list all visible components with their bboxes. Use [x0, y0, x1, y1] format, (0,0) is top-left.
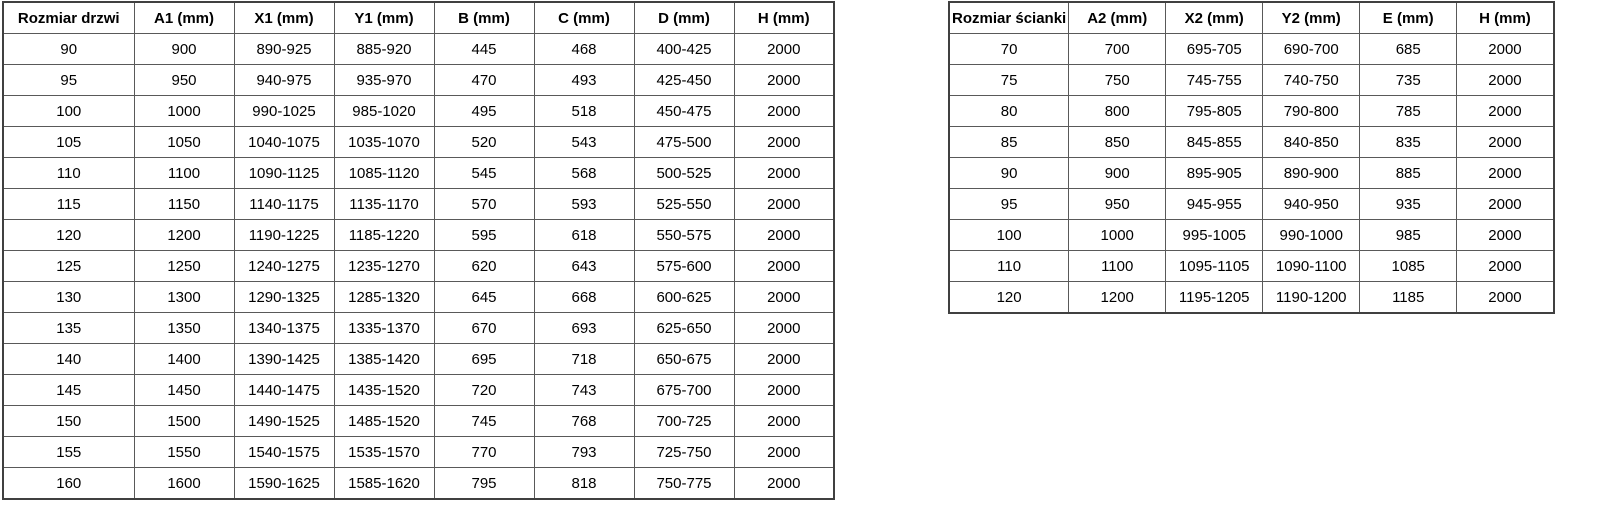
column-header: C (mm): [534, 2, 634, 34]
table-cell: 985: [1360, 220, 1457, 251]
table-cell: 800: [1069, 96, 1166, 127]
table-cell: 2000: [1457, 65, 1554, 96]
table-row: [3, 282, 834, 313]
table-cell: 768: [534, 406, 634, 437]
table-cell: 600-625: [634, 282, 734, 313]
table-cell: 1290-1325: [234, 282, 334, 313]
column-header: H (mm): [1457, 2, 1554, 34]
table-cell: 1600: [134, 468, 234, 500]
table-cell: 105: [3, 127, 134, 158]
table-cell: 1195-1205: [1166, 282, 1263, 314]
table-cell: 500-525: [634, 158, 734, 189]
table-cell: 2000: [1457, 158, 1554, 189]
table-cell: 130: [3, 282, 134, 313]
table-cell: 470: [434, 65, 534, 96]
table-cell: 2000: [734, 437, 834, 468]
table-row: [3, 158, 834, 189]
table-row: [949, 282, 1554, 314]
table-cell: 1185: [1360, 282, 1457, 314]
table-cell: 840-850: [1263, 127, 1360, 158]
table-cell: 80: [949, 96, 1069, 127]
wall-sizes-table: [948, 1, 1555, 314]
table-cell: 475-500: [634, 127, 734, 158]
table-cell: 675-700: [634, 375, 734, 406]
header-row: [949, 2, 1554, 34]
column-header: X2 (mm): [1166, 2, 1263, 34]
table-cell: 990-1025: [234, 96, 334, 127]
column-header: E (mm): [1360, 2, 1457, 34]
column-header: X1 (mm): [234, 2, 334, 34]
table-cell: 745: [434, 406, 534, 437]
door-sizes-table: [2, 1, 835, 500]
table-cell: 2000: [1457, 34, 1554, 65]
table-row: [3, 406, 834, 437]
table-cell: 985-1020: [334, 96, 434, 127]
header-row: [3, 2, 834, 34]
table-row: [949, 220, 1554, 251]
table-cell: 850: [1069, 127, 1166, 158]
table-cell: 550-575: [634, 220, 734, 251]
table-cell: 2000: [734, 34, 834, 65]
column-header: Y2 (mm): [1263, 2, 1360, 34]
table-cell: 990-1000: [1263, 220, 1360, 251]
table-cell: 625-650: [634, 313, 734, 344]
table-cell: 1140-1175: [234, 189, 334, 220]
table-row: [3, 468, 834, 500]
table-cell: 1585-1620: [334, 468, 434, 500]
table-cell: 1350: [134, 313, 234, 344]
table-cell: 495: [434, 96, 534, 127]
table-cell: 795-805: [1166, 96, 1263, 127]
table-cell: 885: [1360, 158, 1457, 189]
table-cell: 1385-1420: [334, 344, 434, 375]
table-cell: 75: [949, 65, 1069, 96]
table-cell: 935: [1360, 189, 1457, 220]
table-cell: 145: [3, 375, 134, 406]
table-cell: 1300: [134, 282, 234, 313]
table-row: [949, 34, 1554, 65]
table-cell: 885-920: [334, 34, 434, 65]
table-cell: 1085-1120: [334, 158, 434, 189]
table-cell: 2000: [1457, 96, 1554, 127]
table-cell: 1250: [134, 251, 234, 282]
table-cell: 1485-1520: [334, 406, 434, 437]
table-cell: 995-1005: [1166, 220, 1263, 251]
table-row: [3, 437, 834, 468]
table-cell: 2000: [734, 220, 834, 251]
table-cell: 400-425: [634, 34, 734, 65]
table-cell: 115: [3, 189, 134, 220]
table-row: [949, 96, 1554, 127]
table-cell: 750-775: [634, 468, 734, 500]
table-row: [3, 375, 834, 406]
table-cell: 1100: [1069, 251, 1166, 282]
table-cell: 785: [1360, 96, 1457, 127]
table-cell: 1435-1520: [334, 375, 434, 406]
table-cell: 95: [949, 189, 1069, 220]
table-cell: 835: [1360, 127, 1457, 158]
table-cell: 1085: [1360, 251, 1457, 282]
table-cell: 2000: [734, 189, 834, 220]
table-cell: 1400: [134, 344, 234, 375]
column-header: A1 (mm): [134, 2, 234, 34]
table-cell: 1390-1425: [234, 344, 334, 375]
table-cell: 125: [3, 251, 134, 282]
table-cell: 545: [434, 158, 534, 189]
table-cell: 895-905: [1166, 158, 1263, 189]
table-cell: 120: [949, 282, 1069, 314]
table-cell: 1095-1105: [1166, 251, 1263, 282]
table-row: [949, 251, 1554, 282]
table-cell: 1490-1525: [234, 406, 334, 437]
table-cell: 695-705: [1166, 34, 1263, 65]
table-cell: 2000: [734, 406, 834, 437]
table-cell: 620: [434, 251, 534, 282]
table-cell: 668: [534, 282, 634, 313]
column-header: B (mm): [434, 2, 534, 34]
table-cell: 845-855: [1166, 127, 1263, 158]
table-cell: 1200: [1069, 282, 1166, 314]
table-cell: 110: [3, 158, 134, 189]
table-cell: 1335-1370: [334, 313, 434, 344]
table-row: [3, 313, 834, 344]
table-cell: 85: [949, 127, 1069, 158]
table-cell: 1540-1575: [234, 437, 334, 468]
table-cell: 1190-1225: [234, 220, 334, 251]
table-cell: 740-750: [1263, 65, 1360, 96]
table-cell: 1450: [134, 375, 234, 406]
table-row: [3, 251, 834, 282]
table-cell: 793: [534, 437, 634, 468]
table-cell: 735: [1360, 65, 1457, 96]
table-cell: 685: [1360, 34, 1457, 65]
table-cell: 1040-1075: [234, 127, 334, 158]
table-cell: 520: [434, 127, 534, 158]
table-cell: 525-550: [634, 189, 734, 220]
table-cell: 150: [3, 406, 134, 437]
table-cell: 95: [3, 65, 134, 96]
table-cell: 2000: [734, 468, 834, 500]
table-cell: 743: [534, 375, 634, 406]
table-cell: 1285-1320: [334, 282, 434, 313]
table-cell: 593: [534, 189, 634, 220]
column-header: Y1 (mm): [334, 2, 434, 34]
table-cell: 2000: [734, 375, 834, 406]
table-cell: 135: [3, 313, 134, 344]
table-cell: 618: [534, 220, 634, 251]
table-cell: 1135-1170: [334, 189, 434, 220]
table-cell: 725-750: [634, 437, 734, 468]
table-cell: 1535-1570: [334, 437, 434, 468]
table-cell: 718: [534, 344, 634, 375]
table-cell: 2000: [734, 251, 834, 282]
table-cell: 1035-1070: [334, 127, 434, 158]
table-cell: 935-970: [334, 65, 434, 96]
table-cell: 1340-1375: [234, 313, 334, 344]
table-cell: 900: [1069, 158, 1166, 189]
table-row: [949, 65, 1554, 96]
table-row: [3, 127, 834, 158]
table-cell: 950: [134, 65, 234, 96]
table-cell: 1440-1475: [234, 375, 334, 406]
table-row: [949, 158, 1554, 189]
table-cell: 468: [534, 34, 634, 65]
table-cell: 2000: [1457, 220, 1554, 251]
table-cell: 1190-1200: [1263, 282, 1360, 314]
table-cell: 795: [434, 468, 534, 500]
table-cell: 1000: [134, 96, 234, 127]
table-cell: 90: [3, 34, 134, 65]
table-row: [949, 189, 1554, 220]
table-cell: 690-700: [1263, 34, 1360, 65]
table-cell: 1100: [134, 158, 234, 189]
table-cell: 700-725: [634, 406, 734, 437]
table-cell: 1550: [134, 437, 234, 468]
table-cell: 695: [434, 344, 534, 375]
table-row: [3, 34, 834, 65]
column-header: Rozmiar drzwi: [3, 2, 134, 34]
table-cell: 110: [949, 251, 1069, 282]
table-cell: 1500: [134, 406, 234, 437]
table-cell: 940-975: [234, 65, 334, 96]
table-cell: 1090-1125: [234, 158, 334, 189]
column-header: A2 (mm): [1069, 2, 1166, 34]
table-row: [3, 344, 834, 375]
table-cell: 155: [3, 437, 134, 468]
table-row: [3, 220, 834, 251]
table-cell: 570: [434, 189, 534, 220]
table-row: [3, 189, 834, 220]
table-cell: 945-955: [1166, 189, 1263, 220]
table-cell: 2000: [734, 96, 834, 127]
table-cell: 2000: [1457, 251, 1554, 282]
table-cell: 493: [534, 65, 634, 96]
table-cell: 645: [434, 282, 534, 313]
table-cell: 900: [134, 34, 234, 65]
table-cell: 595: [434, 220, 534, 251]
table-cell: 425-450: [634, 65, 734, 96]
table-cell: 770: [434, 437, 534, 468]
table-cell: 2000: [1457, 127, 1554, 158]
table-cell: 2000: [1457, 282, 1554, 314]
table-cell: 1185-1220: [334, 220, 434, 251]
table-cell: 100: [949, 220, 1069, 251]
table-row: [3, 65, 834, 96]
table-cell: 100: [3, 96, 134, 127]
table-cell: 2000: [734, 127, 834, 158]
table-cell: 940-950: [1263, 189, 1360, 220]
table-cell: 818: [534, 468, 634, 500]
table-cell: 120: [3, 220, 134, 251]
table-cell: 2000: [734, 65, 834, 96]
table-cell: 700: [1069, 34, 1166, 65]
table-cell: 518: [534, 96, 634, 127]
column-header: D (mm): [634, 2, 734, 34]
table-cell: 568: [534, 158, 634, 189]
table-cell: 750: [1069, 65, 1166, 96]
table-cell: 1000: [1069, 220, 1166, 251]
table-row: [3, 96, 834, 127]
table-cell: 2000: [734, 282, 834, 313]
table-cell: 1240-1275: [234, 251, 334, 282]
table-cell: 543: [534, 127, 634, 158]
table-cell: 720: [434, 375, 534, 406]
table-cell: 1150: [134, 189, 234, 220]
table-row: [949, 127, 1554, 158]
table-cell: 650-675: [634, 344, 734, 375]
table-cell: 90: [949, 158, 1069, 189]
column-header: H (mm): [734, 2, 834, 34]
table-cell: 2000: [1457, 189, 1554, 220]
table-cell: 950: [1069, 189, 1166, 220]
table-cell: 693: [534, 313, 634, 344]
table-cell: 1050: [134, 127, 234, 158]
table-cell: 1590-1625: [234, 468, 334, 500]
table-cell: 2000: [734, 158, 834, 189]
table-cell: 745-755: [1166, 65, 1263, 96]
table-cell: 70: [949, 34, 1069, 65]
table-cell: 1090-1100: [1263, 251, 1360, 282]
table-cell: 140: [3, 344, 134, 375]
table-cell: 160: [3, 468, 134, 500]
table-cell: 790-800: [1263, 96, 1360, 127]
table-cell: 450-475: [634, 96, 734, 127]
table-cell: 890-900: [1263, 158, 1360, 189]
table-cell: 2000: [734, 344, 834, 375]
table-cell: 1200: [134, 220, 234, 251]
table-cell: 890-925: [234, 34, 334, 65]
column-header: Rozmiar ścianki: [949, 2, 1069, 34]
table-cell: 1235-1270: [334, 251, 434, 282]
table-cell: 445: [434, 34, 534, 65]
table-cell: 670: [434, 313, 534, 344]
table-cell: 575-600: [634, 251, 734, 282]
table-cell: 643: [534, 251, 634, 282]
table-cell: 2000: [734, 313, 834, 344]
